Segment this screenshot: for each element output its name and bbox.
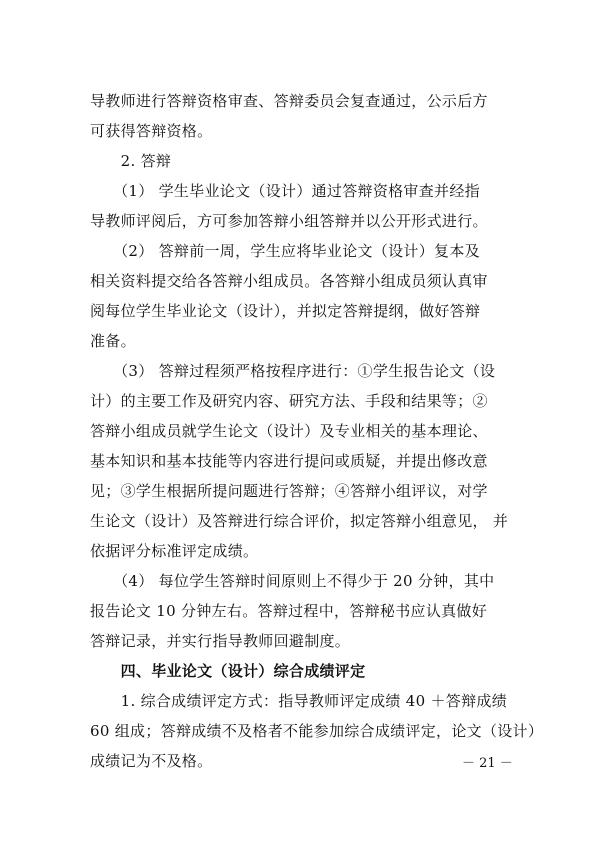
- body-text-line: 导教师评阅后，方可参加答辩小组答辩并以公开形式进行。: [90, 212, 488, 230]
- body-text-line: 答辩记录，并实行指导教师回避制度。: [90, 632, 351, 650]
- body-text-line: （2） 答辩前一周，学生应将毕业论文（设计）复本及: [90, 242, 480, 260]
- body-text-line: 准备。: [90, 332, 136, 350]
- page-number: － 21 －: [462, 756, 513, 771]
- body-text-line: 基本知识和基本技能等内容进行提问或质疑，并提出修改意: [90, 452, 488, 470]
- body-text-line: 1. 综合成绩评定方式：指导教师评定成绩 40 ＋答辩成绩: [90, 692, 508, 710]
- section-heading: 四、毕业论文（设计）综合成绩评定: [90, 662, 366, 680]
- body-text-line: 60 组成；答辩成绩不及格者不能参加综合成绩评定，论文（设计）: [90, 722, 544, 740]
- body-text-line: 相关资料提交给各答辩小组成员。各答辩小组成员须认真审: [90, 272, 488, 290]
- section-subheading: 2. 答辩: [90, 152, 172, 170]
- body-text-line: （1） 学生毕业论文（设计）通过答辩资格审查并经指: [90, 182, 480, 200]
- body-text-line: 依据评分标准评定成绩。: [90, 542, 259, 560]
- body-text-line: （3） 答辩过程须严格按程序进行：①学生报告论文（设: [90, 362, 496, 380]
- body-text-line: 计）的主要工作及研究内容、研究方法、手段和结果等；②: [90, 392, 488, 410]
- body-text-line: （4） 每位学生答辩时间原则上不得少于 20 分钟，其中: [90, 572, 495, 590]
- body-text-line: 阅每位学生毕业论文（设计），并拟定答辩提纲，做好答辩: [90, 302, 481, 320]
- body-text-line: 报告论文 10 分钟左右。答辩过程中，答辩秘书应认真做好: [90, 602, 488, 620]
- body-text-line: 答辩小组成员就学生论文（设计）及专业相关的基本理论、: [90, 422, 488, 440]
- body-text-line: 见；③学生根据所提问题进行答辩；④答辩小组评议，对学: [90, 482, 488, 500]
- body-text-line: 成绩记为不及格。: [90, 752, 213, 770]
- body-text-line: 可获得答辩资格。: [90, 122, 213, 140]
- body-text-line: 导教师进行答辩资格审查、答辩委员会复查通过，公示后方: [90, 92, 488, 110]
- body-text-line: 生论文（设计）及答辩进行综合评价，拟定答辩小组意见， 并: [90, 512, 509, 530]
